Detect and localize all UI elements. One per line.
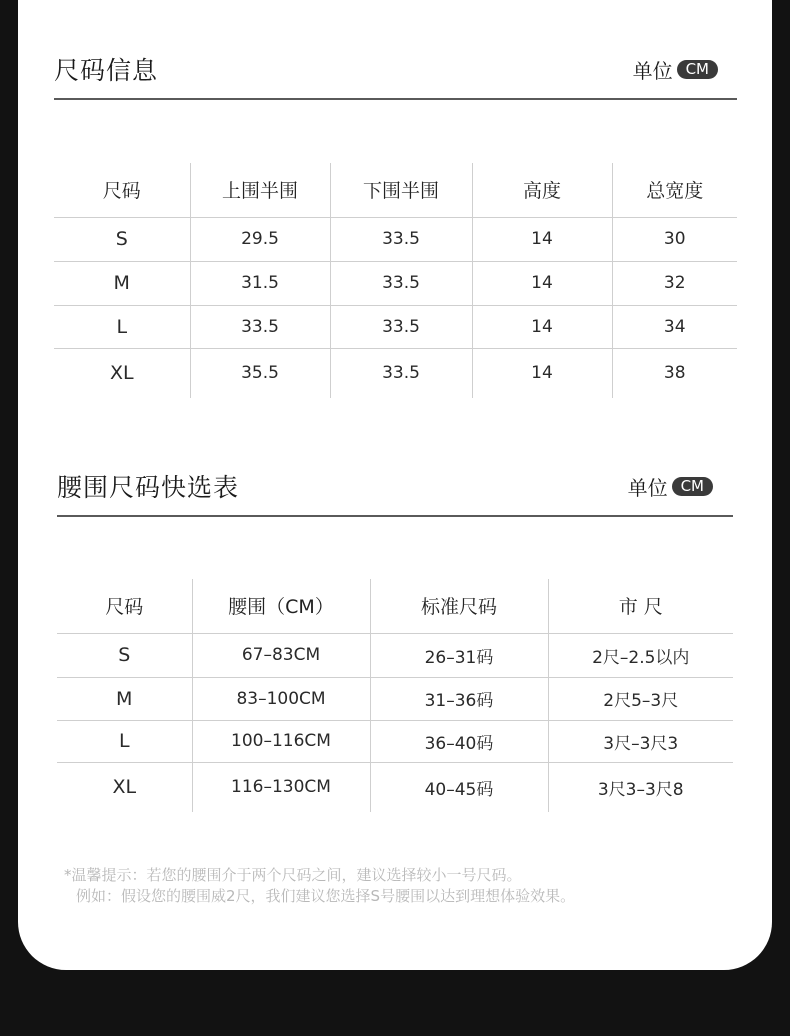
table-row bbox=[57, 720, 733, 762]
table-cell: 83–100CM bbox=[192, 677, 370, 720]
unit-badge: CM bbox=[677, 60, 718, 79]
table-cell: 14 bbox=[472, 217, 612, 261]
table-cell: 33.5 bbox=[330, 305, 472, 348]
column-header: 总宽度 bbox=[612, 163, 737, 217]
table-row bbox=[57, 762, 733, 812]
size-cell: M bbox=[54, 261, 190, 305]
table-row bbox=[57, 633, 733, 677]
table-cell: 34 bbox=[612, 305, 737, 348]
size-info-table bbox=[54, 163, 737, 398]
size-cell: L bbox=[54, 305, 190, 348]
table-cell: 67–83CM bbox=[192, 633, 370, 677]
table-cell: 33.5 bbox=[330, 348, 472, 398]
table-cell: 31–36码 bbox=[370, 677, 548, 720]
size-info-unit bbox=[633, 55, 718, 84]
table-cell: 116–130CM bbox=[192, 762, 370, 812]
table-cell: 14 bbox=[472, 348, 612, 398]
tip-example-line: 例如：假设您的腰围威2尺，我们建议您选择S号腰围以达到理想体验效果。 bbox=[76, 887, 576, 905]
table-cell: 2尺5–3尺 bbox=[548, 677, 733, 720]
table-cell: 31.5 bbox=[190, 261, 330, 305]
size-cell: XL bbox=[109, 362, 134, 385]
table-cell: 3尺3–3尺8 bbox=[548, 762, 733, 812]
table-header-row bbox=[54, 163, 737, 217]
table-cell: 30 bbox=[612, 217, 737, 261]
table-cell: 33.5 bbox=[330, 261, 472, 305]
table-cell: 14 bbox=[472, 261, 612, 305]
column-header: 尺码 bbox=[54, 163, 190, 217]
size-cell: S bbox=[54, 217, 190, 261]
size-info-header bbox=[54, 52, 718, 86]
column-header: 下围半围 bbox=[330, 163, 472, 217]
table-cell: 2尺–2.5以内 bbox=[548, 633, 733, 677]
column-header: 标准尺码 bbox=[370, 579, 548, 633]
table-header-row bbox=[57, 579, 733, 633]
table-cell: 29.5 bbox=[190, 217, 330, 261]
size-tip-note bbox=[64, 865, 575, 907]
table-row bbox=[57, 677, 733, 720]
unit-label: 单位 bbox=[627, 475, 668, 500]
column-header: 高度 bbox=[472, 163, 612, 217]
size-cell: XL bbox=[112, 776, 137, 799]
table-cell: 35.5 bbox=[190, 348, 330, 398]
column-header: 腰围（CM） bbox=[192, 579, 370, 633]
size-cell: L bbox=[57, 720, 192, 762]
tip-line: *温馨提示：若您的腰围介于两个尺码之间，建议选择较小一号尺码。 bbox=[64, 866, 522, 884]
waist-chart-table bbox=[57, 579, 733, 812]
size-info-divider bbox=[54, 98, 737, 100]
unit-badge: CM bbox=[672, 477, 713, 496]
column-header: 市 尺 bbox=[548, 579, 733, 633]
column-header: 上围半围 bbox=[190, 163, 330, 217]
waist-chart-title: 腰围尺码快选表 bbox=[57, 473, 240, 502]
table-row bbox=[54, 217, 737, 261]
table-cell: 32 bbox=[612, 261, 737, 305]
table-cell: 3尺–3尺3 bbox=[548, 720, 733, 762]
table-cell: 38 bbox=[612, 348, 737, 398]
table-cell: 40–45码 bbox=[370, 762, 548, 812]
table-row bbox=[54, 305, 737, 348]
table-cell: 36–40码 bbox=[370, 720, 548, 762]
table-row bbox=[54, 261, 737, 305]
size-cell: S bbox=[57, 633, 192, 677]
unit-label: 单位 bbox=[632, 58, 673, 83]
size-info-title: 尺码信息 bbox=[54, 56, 159, 85]
column-header: 尺码 bbox=[57, 579, 192, 633]
table-cell: 26–31码 bbox=[370, 633, 548, 677]
size-cell: M bbox=[57, 677, 192, 720]
table-cell: 33.5 bbox=[190, 305, 330, 348]
table-cell: 100–116CM bbox=[192, 720, 370, 762]
table-row bbox=[54, 348, 737, 398]
table-cell: 33.5 bbox=[330, 217, 472, 261]
table-cell: 14 bbox=[472, 305, 612, 348]
waist-chart-unit bbox=[628, 472, 713, 501]
waist-chart-divider bbox=[57, 515, 733, 517]
waist-chart-header bbox=[57, 469, 713, 503]
